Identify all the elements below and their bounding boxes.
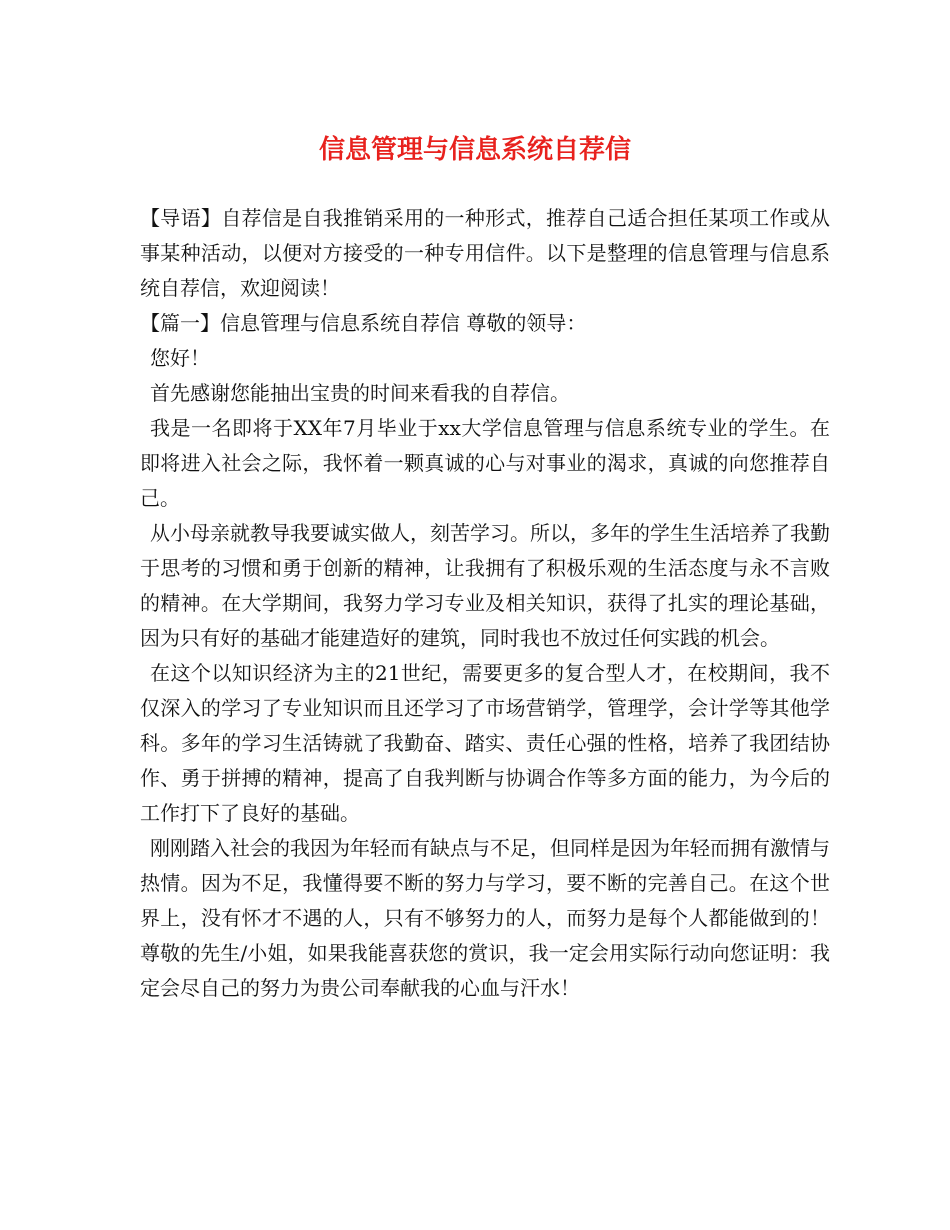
upbringing-paragraph: 从小母亲就教导我要诚实做人，刻苦学习。所以，多年的学生生活培养了我勤于思考的习惯和勇于创新的精神，让我拥有了积极乐观的生活态度与永不言败的精神。在大学期间，我努力学习专业及相关知识，获得了扎实的理论基础，因为只有好的基础才能建造好的建筑，同时我也不放过任何实践的机会。	[140, 521, 830, 650]
self-intro-paragraph: 我是一名即将于XX年7月毕业于xx大学信息管理与信息系统专业的学生。在即将进入社会之际，我怀着一颗真诚的心与对事业的渴求，真诚的向您推荐自己。	[140, 416, 830, 510]
document-body	[140, 201, 830, 1006]
closing-paragraph: 刚刚踏入社会的我因为年轻而有缺点与不足，但同样是因为年轻而拥有激情与热情。因为不足，我懂得要不断的努力与学习，要不断的完善自己。在这个世界上，没有怀才不遇的人，只有不够努力的人，而努力是每个人都能做到的！尊敬的先生/小姐，如果我能喜获您的赏识，我一定会用实际行动向您证明：我定会尽自己的努力为贵公司奉献我的心血与汗水！	[140, 836, 830, 1000]
document-title: 信息管理与信息系统自荐信	[318, 135, 631, 165]
greeting-paragraph: 您好！	[150, 346, 210, 370]
section-heading-paragraph: 【篇一】信息管理与信息系统自荐信 尊敬的领导：	[140, 311, 587, 335]
intro-paragraph: 【导语】自荐信是自我推销采用的一种形式，推荐自己适合担任某项工作或从事某种活动，以便对方接受的一种专用信件。以下是整理的信息管理与信息系统自荐信，欢迎阅读！	[140, 206, 830, 300]
thanks-paragraph: 首先感谢您能抽出宝贵的时间来看我的自荐信。	[150, 381, 570, 405]
skills-paragraph: 在这个以知识经济为主的21世纪，需要更多的复合型人才，在校期间，我不仅深入的学习了专业知识而且还学习了市场营销学，管理学，会计学等其他学科。多年的学习生活铸就了我勤奋、踏实、责任心强的性格，培养了我团结协作、勇于拼搏的精神，提高了自我判断与协调合作等多方面的能力，为今后的工作打下了良好的基础。	[140, 661, 830, 825]
